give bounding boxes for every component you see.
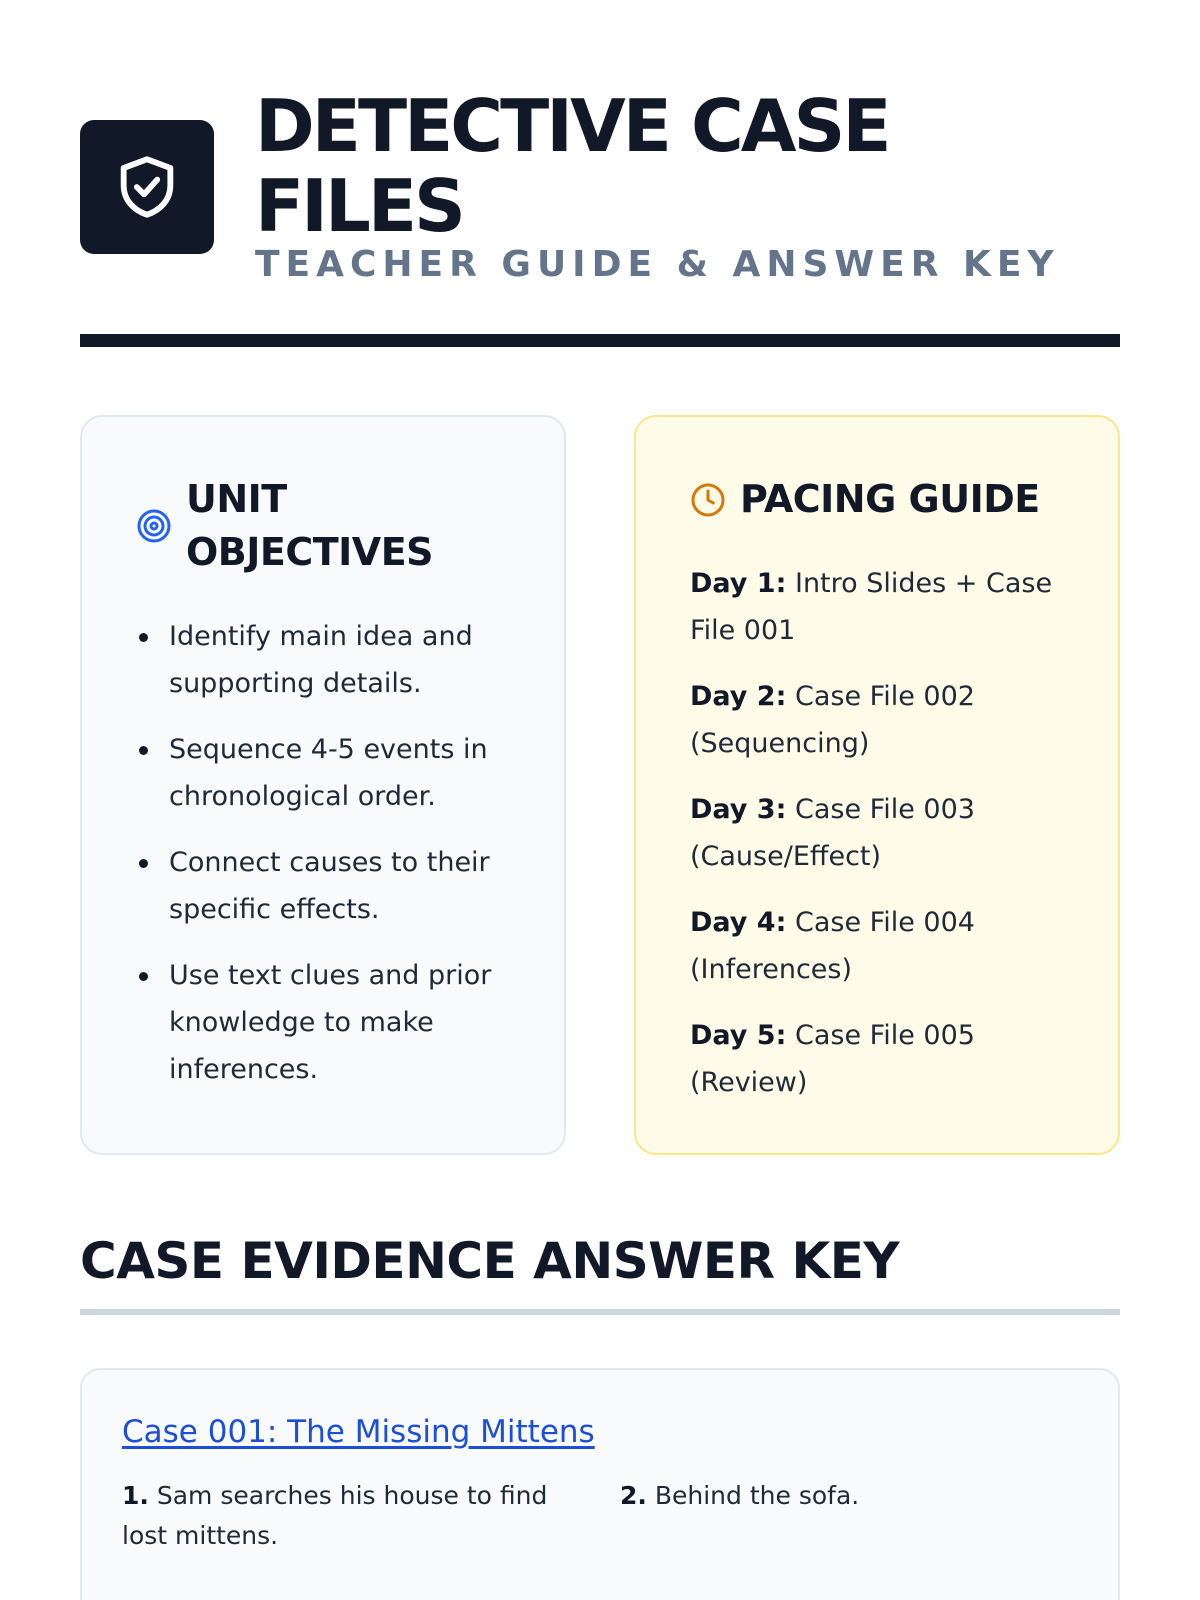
objectives-header (136, 473, 510, 579)
case-card (80, 1368, 1120, 1600)
answer-text: Behind the sofa. (654, 1481, 860, 1510)
objective-item: Sequence 4-5 events in chronological order. (136, 726, 510, 820)
pacing-day-5 (690, 1012, 1064, 1106)
day-text: Case File 003 (Cause/Effect) (690, 794, 975, 872)
day-text: Case File 002 (Sequencing) (690, 681, 975, 759)
answer-item (122, 1476, 620, 1556)
case-answers (122, 1476, 1078, 1556)
objective-item: Use text clues and prior knowledge to make inferences. (136, 952, 510, 1093)
clock-icon (690, 482, 726, 518)
header-divider (80, 334, 1120, 347)
day-label: Day 3: (690, 794, 787, 825)
page (80, 0, 1120, 1600)
day-text: Case File 005 (Review) (690, 1020, 975, 1098)
header (80, 86, 1120, 296)
pacing-title: PACING GUIDE (740, 477, 1040, 521)
answer-key-divider (80, 1309, 1120, 1315)
target-icon (136, 508, 172, 544)
pacing-day-1 (690, 560, 1064, 654)
day-label: Day 1: (690, 568, 787, 599)
page-title: DETECTIVE CASE FILES (255, 84, 889, 248)
case-title-link[interactable]: Case 001: The Missing Mittens (122, 1414, 595, 1450)
shield-check-icon (112, 147, 182, 227)
pacing-day-2 (690, 673, 1064, 767)
logo (80, 120, 214, 254)
answer-item (620, 1476, 859, 1556)
objective-item: Connect causes to their specific effects. (136, 839, 510, 933)
answer-number: 2. (620, 1481, 647, 1510)
pacing-day-4 (690, 899, 1064, 993)
answer-key-title: CASE EVIDENCE ANSWER KEY (80, 1232, 900, 1290)
pacing-card (634, 415, 1120, 1155)
answer-number: 1. (122, 1481, 149, 1510)
day-text: Case File 004 (Inferences) (690, 907, 975, 985)
pacing-header (690, 473, 1064, 526)
day-label: Day 2: (690, 681, 787, 712)
page-subtitle: TEACHER GUIDE & ANSWER KEY (255, 244, 1060, 285)
objective-item: Identify main idea and supporting details. (136, 613, 510, 707)
answer-text: Sam searches his house to find lost mittens. (122, 1481, 548, 1550)
objectives-card (80, 415, 566, 1155)
objectives-title: UNIT OBJECTIVES (186, 477, 434, 574)
objectives-list (136, 613, 510, 1093)
pacing-day-3 (690, 786, 1064, 880)
day-label: Day 4: (690, 907, 787, 938)
day-text: Intro Slides + Case File 001 (690, 568, 1053, 646)
day-label: Day 5: (690, 1020, 787, 1051)
